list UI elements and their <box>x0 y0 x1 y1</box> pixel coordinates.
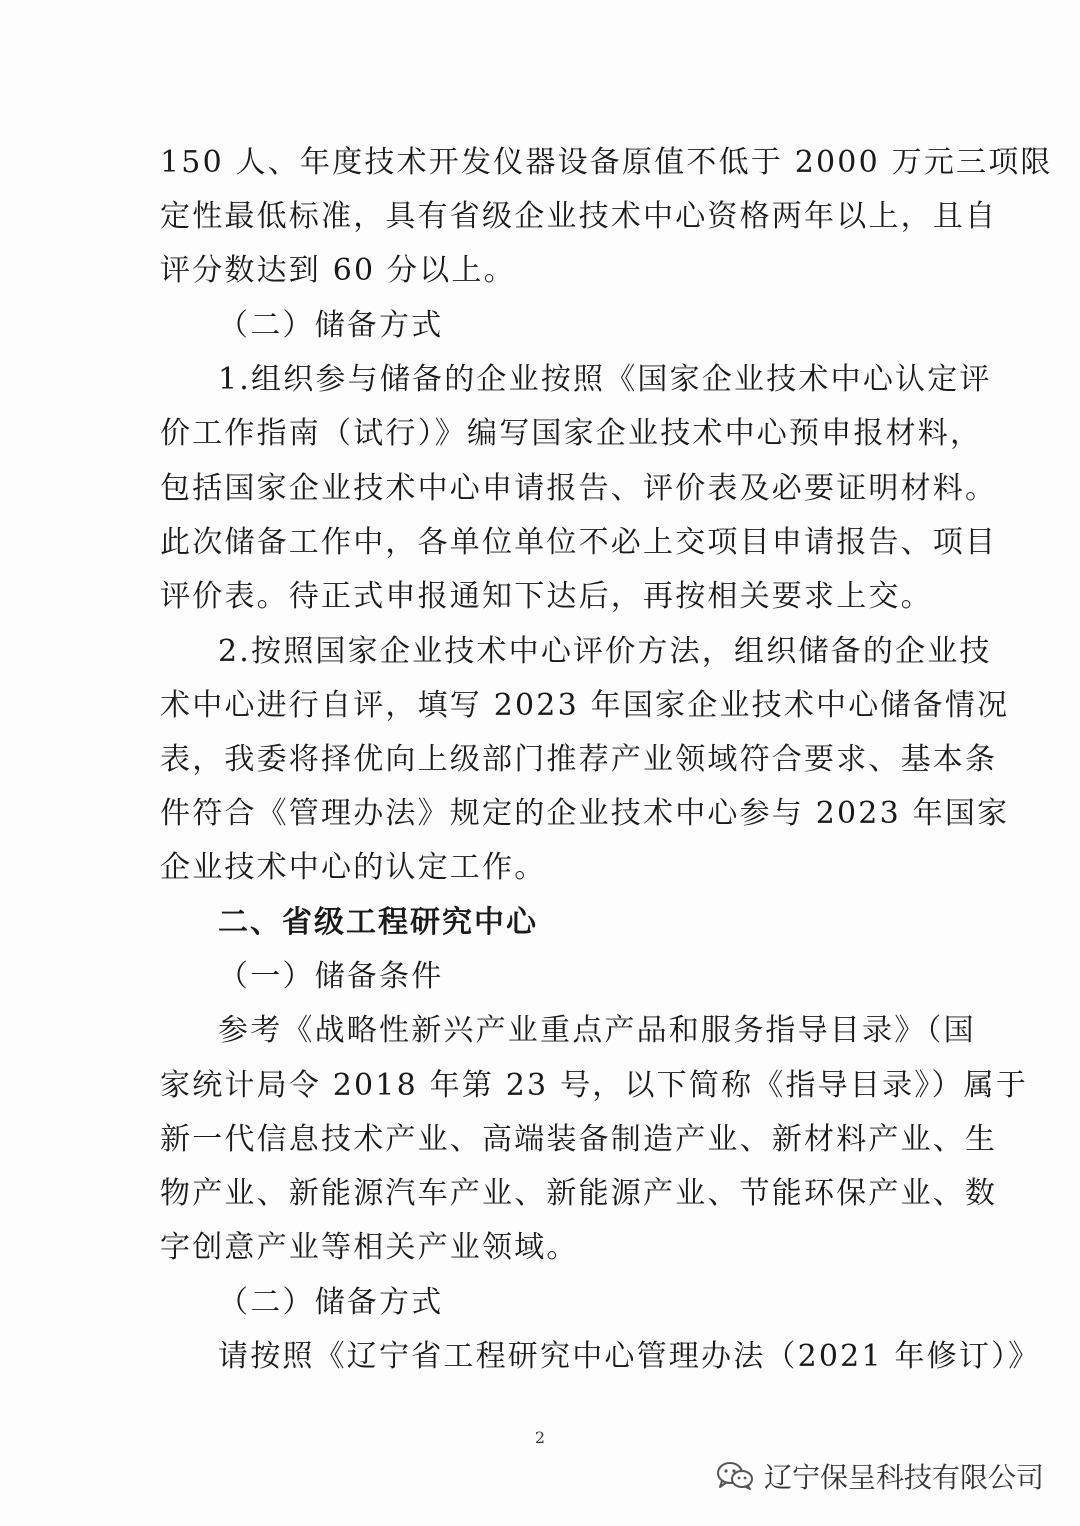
subsection-heading: （一）储备条件 <box>218 959 444 994</box>
body-line: 2.按照国家企业技术中心评价方法，组织储备的企业技 <box>218 634 992 669</box>
body-line: 物产业、新能源汽车产业、新能源产业、节能环保产业、数 <box>160 1176 998 1211</box>
body-line: 评价表。待正式申报通知下达后，再按相关要求上交。 <box>160 579 933 614</box>
body-line: 家统计局令 2018 年第 23 号，以下简称《指导目录》）属于 <box>160 1068 1029 1103</box>
body-line: 字创意产业等相关产业领域。 <box>160 1230 579 1265</box>
body-line: 包括国家企业技术中心申请报告、评价表及必要证明材料。 <box>160 471 998 506</box>
page-number: 2 <box>534 1428 546 1447</box>
body-line: 价工作指南（试行）》编写国家企业技术中心预申报材料， <box>160 416 983 451</box>
body-line: 术中心进行自评，填写 2023 年国家企业技术中心储备情况 <box>160 688 1010 723</box>
body-line: 新一代信息技术产业、高端装备制造产业、新材料产业、生 <box>160 1122 998 1157</box>
wechat-icon <box>716 1461 754 1491</box>
body-line: 件符合《管理办法》规定的企业技术中心参与 2023 年国家 <box>160 796 1010 831</box>
body-line: 表，我委将择优向上级部门推荐产业领域符合要求、基本条 <box>160 742 998 777</box>
body-line: 定性最低标准，具有省级企业技术中心资格两年以上，且自 <box>160 199 998 234</box>
body-line: 请按照《辽宁省工程研究中心管理办法（2021 年修订）》 <box>218 1339 1041 1374</box>
subsection-heading: （二）储备方式 <box>218 308 444 343</box>
section-heading: 二、省级工程研究中心 <box>218 905 538 940</box>
body-line: 1.组织参与储备的企业按照《国家企业技术中心认定评 <box>218 362 992 397</box>
subsection-heading: （二）储备方式 <box>218 1285 444 1320</box>
body-line: 评分数达到 60 分以上。 <box>160 253 516 288</box>
body-line: 此次储备工作中，各单位单位不必上交项目申请报告、项目 <box>160 525 998 560</box>
wechat-watermark <box>716 1456 1044 1496</box>
body-line: 参考《战略性新兴产业重点产品和服务指导目录》（国 <box>218 1013 976 1048</box>
body-line: 企业技术中心的认定工作。 <box>160 850 547 885</box>
body-line: 150 人、年度技术开发仪器设备原值不低于 2000 万元三项限 <box>160 145 1053 180</box>
watermark-text: 辽宁保呈科技有限公司 <box>763 1461 1044 1494</box>
